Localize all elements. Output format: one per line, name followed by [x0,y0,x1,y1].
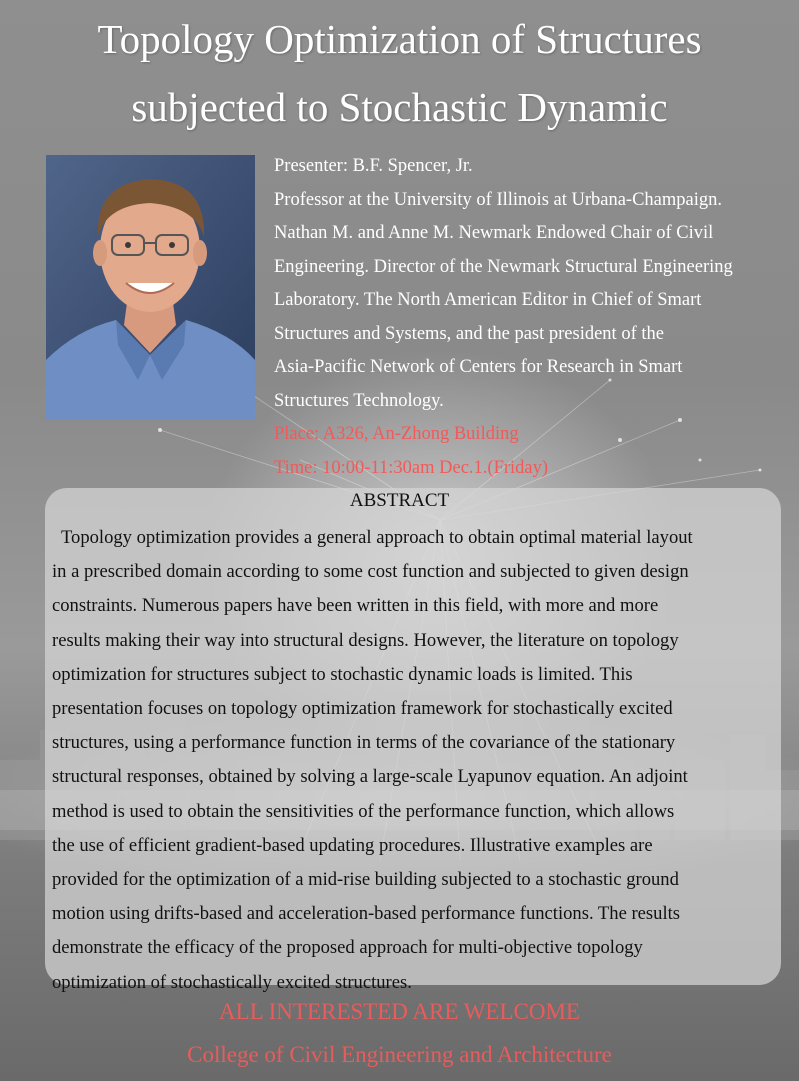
title-line-1: Topology Optimization of Structures [97,16,702,62]
presenter-portrait-image [46,155,255,419]
presenter-line: Professor at the University of Illinois at Urbana-Champaign. [274,189,723,210]
abstract-line: presentation focuses on topology optimization framework for stochastically excited [52,698,673,720]
college-name: College of Civil Engineering and Architecture [187,1042,612,1067]
presenter-photo [46,155,255,419]
event-time: Time: 10:00-11:30am Dec.1.(Friday) [274,457,549,478]
abstract-line: optimization of stochastically excited structures. [52,971,412,993]
abstract-line: provided for the optimization of a mid-rise building subjected to a stochastic ground [52,869,679,891]
abstract-line: the use of efficient gradient-based updating procedures. Illustrative examples are [52,834,653,856]
abstract-line: constraints. Numerous papers have been written in this field, with more and more [52,595,659,617]
presenter-line: Presenter: B.F. Spencer, Jr. [274,156,473,176]
abstract-body [52,521,782,1000]
presenter-line: Asia-Pacific Network of Centers for Research in Smart [274,357,683,377]
presenter-line: Structures and Systems, and the past president of the [274,323,664,344]
presenter-line: Engineering. Director of the Newmark Structural Engineering [274,256,733,277]
title-line-2: subjected to Stochastic Dynamic [131,84,668,130]
abstract-line: results making their way into structural designs. However, the literature on topology [52,629,679,651]
presenter-line: Nathan M. and Anne M. Newmark Endowed Chair of Civil [274,223,714,243]
abstract-line: motion using drifts-based and acceleration-based performance functions. The results [52,903,681,925]
abstract-line: optimization for structures subject to stochastic dynamic loads is limited. This [52,663,633,685]
presenter-line: Laboratory. The North American Editor in Chief of Smart [274,290,702,310]
abstract-line: demonstrate the efficacy of the proposed approach for multi-objective topology [52,937,643,959]
abstract-line: in a prescribed domain according to some cost function and subjected to given design [52,561,689,583]
abstract-line: Topology optimization provides a general approach to obtain optimal material layout [52,527,693,548]
welcome-notice: ALL INTERESTED ARE WELCOME [219,999,580,1024]
presenter-line: Structures Technology. [274,390,444,411]
abstract-line: method is used to obtain the sensitivities of the performance function, which allows [52,800,675,822]
event-place: Place: A326, An-Zhong Building [274,424,519,444]
abstract-line: structural responses, obtained by solving a large-scale Lyapunov equation. An adjoint [52,766,688,788]
presenter-bio [274,150,774,485]
abstract-heading: ABSTRACT [349,490,450,511]
abstract-line: structures, using a performance function in terms of the covariance of the stationary [52,732,676,754]
